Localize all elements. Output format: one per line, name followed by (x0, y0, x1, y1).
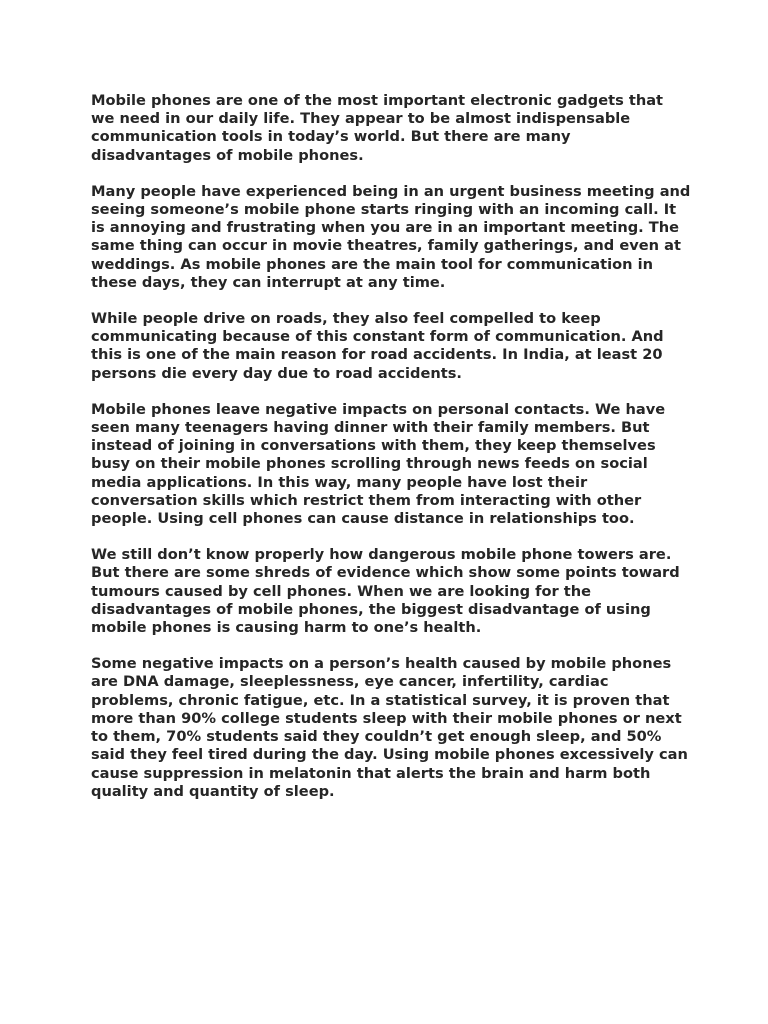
paragraph-health-impacts: Some negative impacts on a person’s health caused by mobile phones are DNA damage, sleeplessness, eye cancer, infertility, cardiac problems, chronic fatigue, etc. In a statistical survey, it is proven that more than 90% college students sleep with their mobile phones or next to them, 70% students said they couldn’t get enough sleep, and 50% said they feel tired during the day. Using mobile phones excessively can cause suppression in melatonin that alerts the brain and harm both quality and quantity of sleep. (91, 655, 688, 800)
paragraph-meetings: Many people have experienced being in an urgent business meeting and seeing someone’s mobile phone starts ringing with an incoming call. It is annoying and frustrating when you are in an important meeting. The same thing can occur in movie theatres, family gatherings, and even at weddings. As mobile phones are the main tool for communication in these days, they can interrupt at any time. (91, 182, 691, 291)
paragraph-personal-contacts: Mobile phones leave negative impacts on personal contacts. We have seen many teenagers having dinner with their family members. But instead of joining in conversations with them, they keep themselves busy on their mobile phones scrolling through news feeds on social media applications. In this way, many people have lost their conversation skills which restrict them from interacting with other people. Using cell phones can cause distance in relationships too. (91, 400, 666, 528)
paragraph-road-accidents: While people drive on roads, they also feel compelled to keep communicating because of this constant form of communication. And this is one of the main reason for road accidents. In India, at least 20 persons die every day due to road accidents. (91, 310, 664, 382)
paragraph-intro: Mobile phones are one of the most important electronic gadgets that we need in our daily life. They appear to be almost indispensable communication tools in today’s world. But there are many disadvantages of mobile phones. (91, 92, 664, 164)
document-body (91, 92, 691, 819)
paragraph-phone-towers: We still don’t know properly how dangerous mobile phone towers are. But there are some shreds of evidence which show some points toward tumours caused by cell phones. When we are looking for the disadvantages of mobile phones, the biggest disadvantage of using mobile phones is causing harm to one’s health. (91, 546, 680, 637)
